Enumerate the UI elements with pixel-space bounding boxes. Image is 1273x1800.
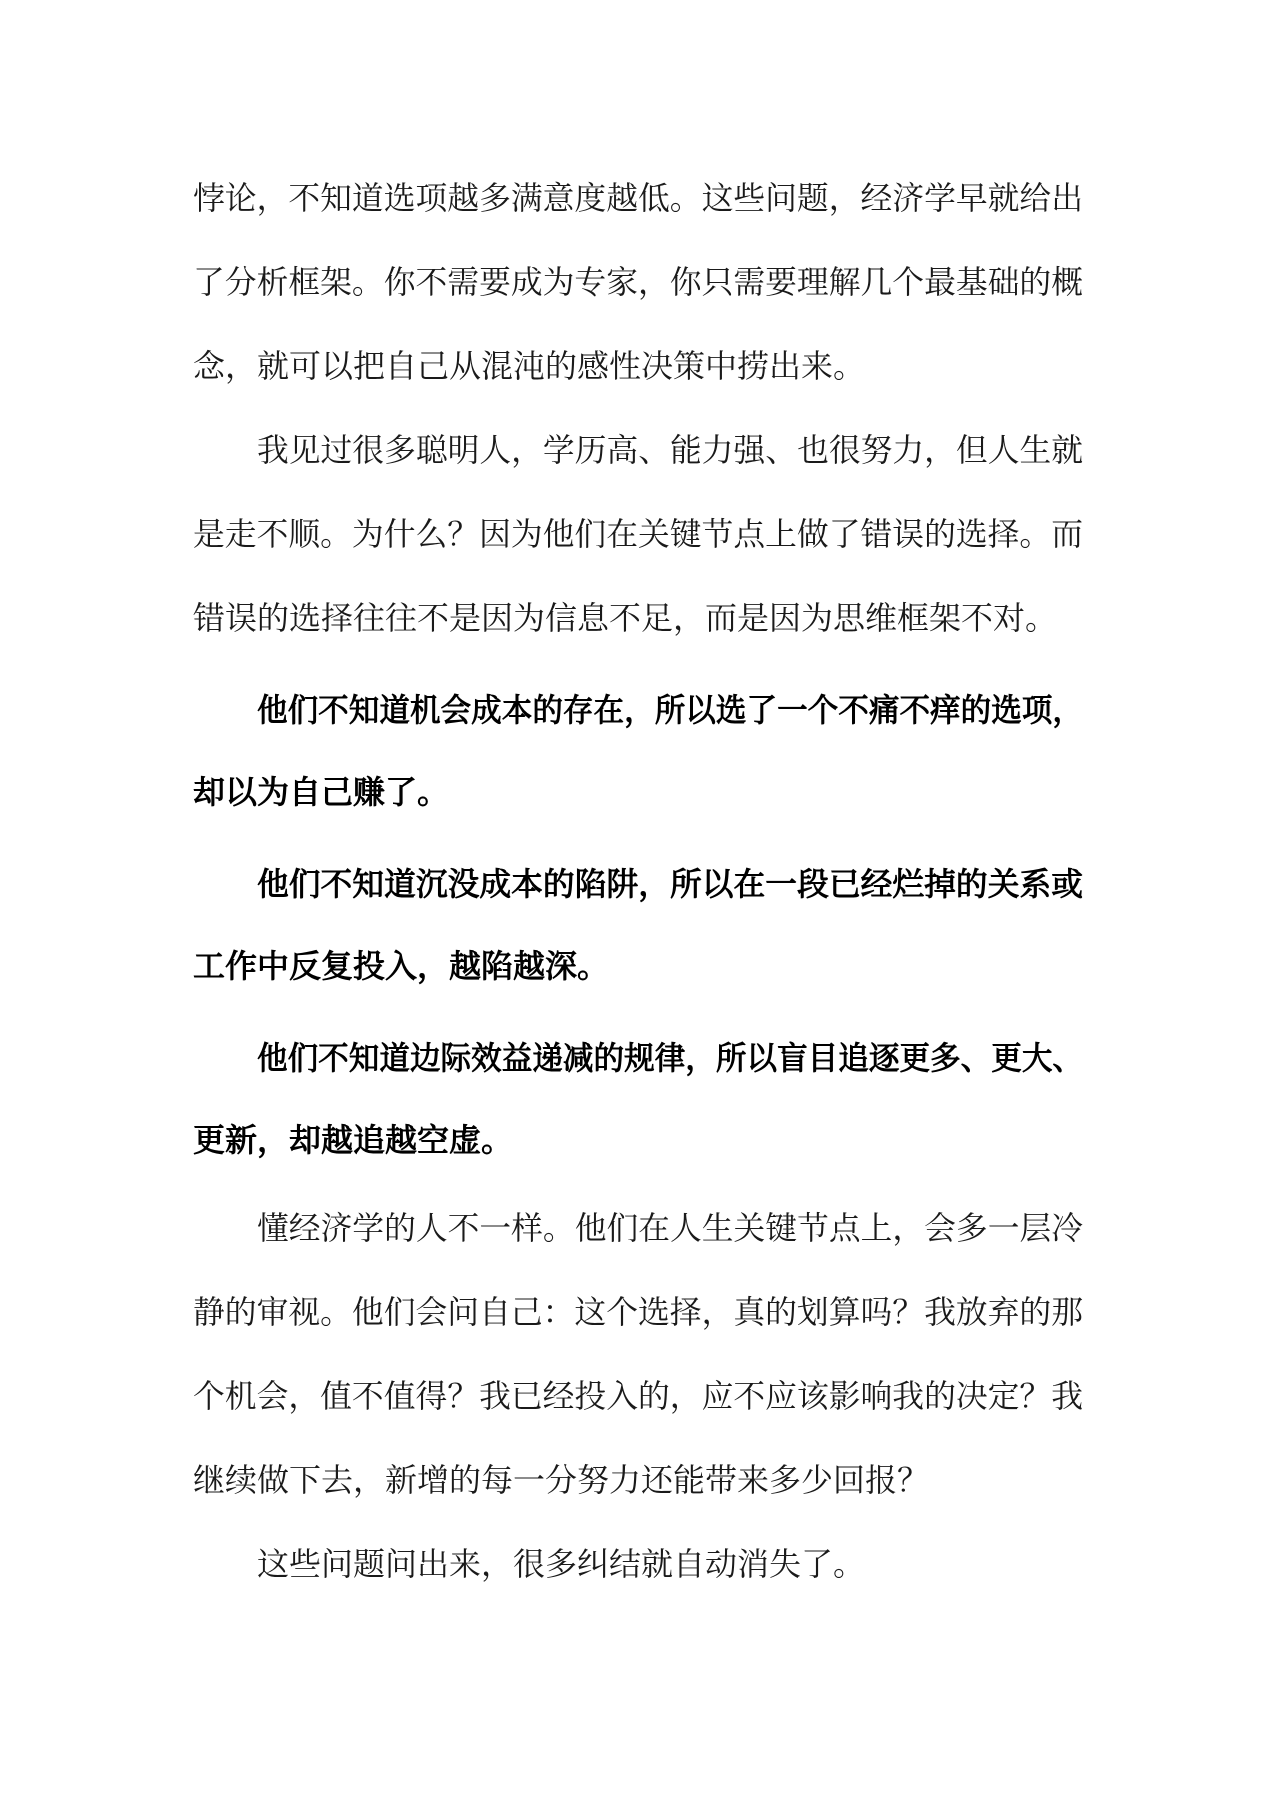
- paragraph-6-line-1: 懂经济学的人不一样。他们在人生关键节点上，会多一层冷: [257, 1209, 1084, 1247]
- paragraph-6-line-4: 继续做下去，新增的每一分努力还能带来多少回报？: [193, 1461, 930, 1499]
- paragraph-4-line-2: 工作中反复投入，越陷越深。: [193, 947, 610, 985]
- paragraph-6-line-2: 静的审视。他们会问自己：这个选择，真的划算吗？我放弃的那: [193, 1293, 1084, 1331]
- paragraph-5-line-1: 他们不知道边际效益递减的规律，所以盲目追逐更多、更大、: [257, 1039, 1084, 1077]
- paragraph-5-line-2: 更新，却越追越空虚。: [193, 1121, 514, 1159]
- paragraph-1-line-2: 了分析框架。你不需要成为专家，你只需要理解几个最基础的概: [193, 263, 1084, 301]
- paragraph-1-line-1: 悖论，不知道选项越多满意度越低。这些问题，经济学早就给出: [193, 179, 1084, 217]
- paragraph-2-line-3: 错误的选择往往不是因为信息不足，而是因为思维框架不对。: [193, 599, 1058, 637]
- paragraph-3-line-2: 却以为自己赚了。: [193, 773, 450, 811]
- paragraph-2-line-2: 是走不顺。为什么？因为他们在关键节点上做了错误的选择。而: [193, 515, 1084, 553]
- paragraph-3-line-1: 他们不知道机会成本的存在，所以选了一个不痛不痒的选项，: [257, 691, 1084, 729]
- paragraph-2-line-1: 我见过很多聪明人，学历高、能力强、也很努力，但人生就: [257, 431, 1084, 469]
- paragraph-1-line-3: 念，就可以把自己从混沌的感性决策中捞出来。: [193, 347, 866, 385]
- paragraph-7-line-1: 这些问题问出来，很多纠结就自动消失了。: [257, 1545, 866, 1583]
- paragraph-6-line-3: 个机会，值不值得？我已经投入的，应不应该影响我的决定？我: [193, 1377, 1084, 1415]
- paragraph-4-line-1: 他们不知道沉没成本的陷阱，所以在一段已经烂掉的关系或: [257, 865, 1084, 903]
